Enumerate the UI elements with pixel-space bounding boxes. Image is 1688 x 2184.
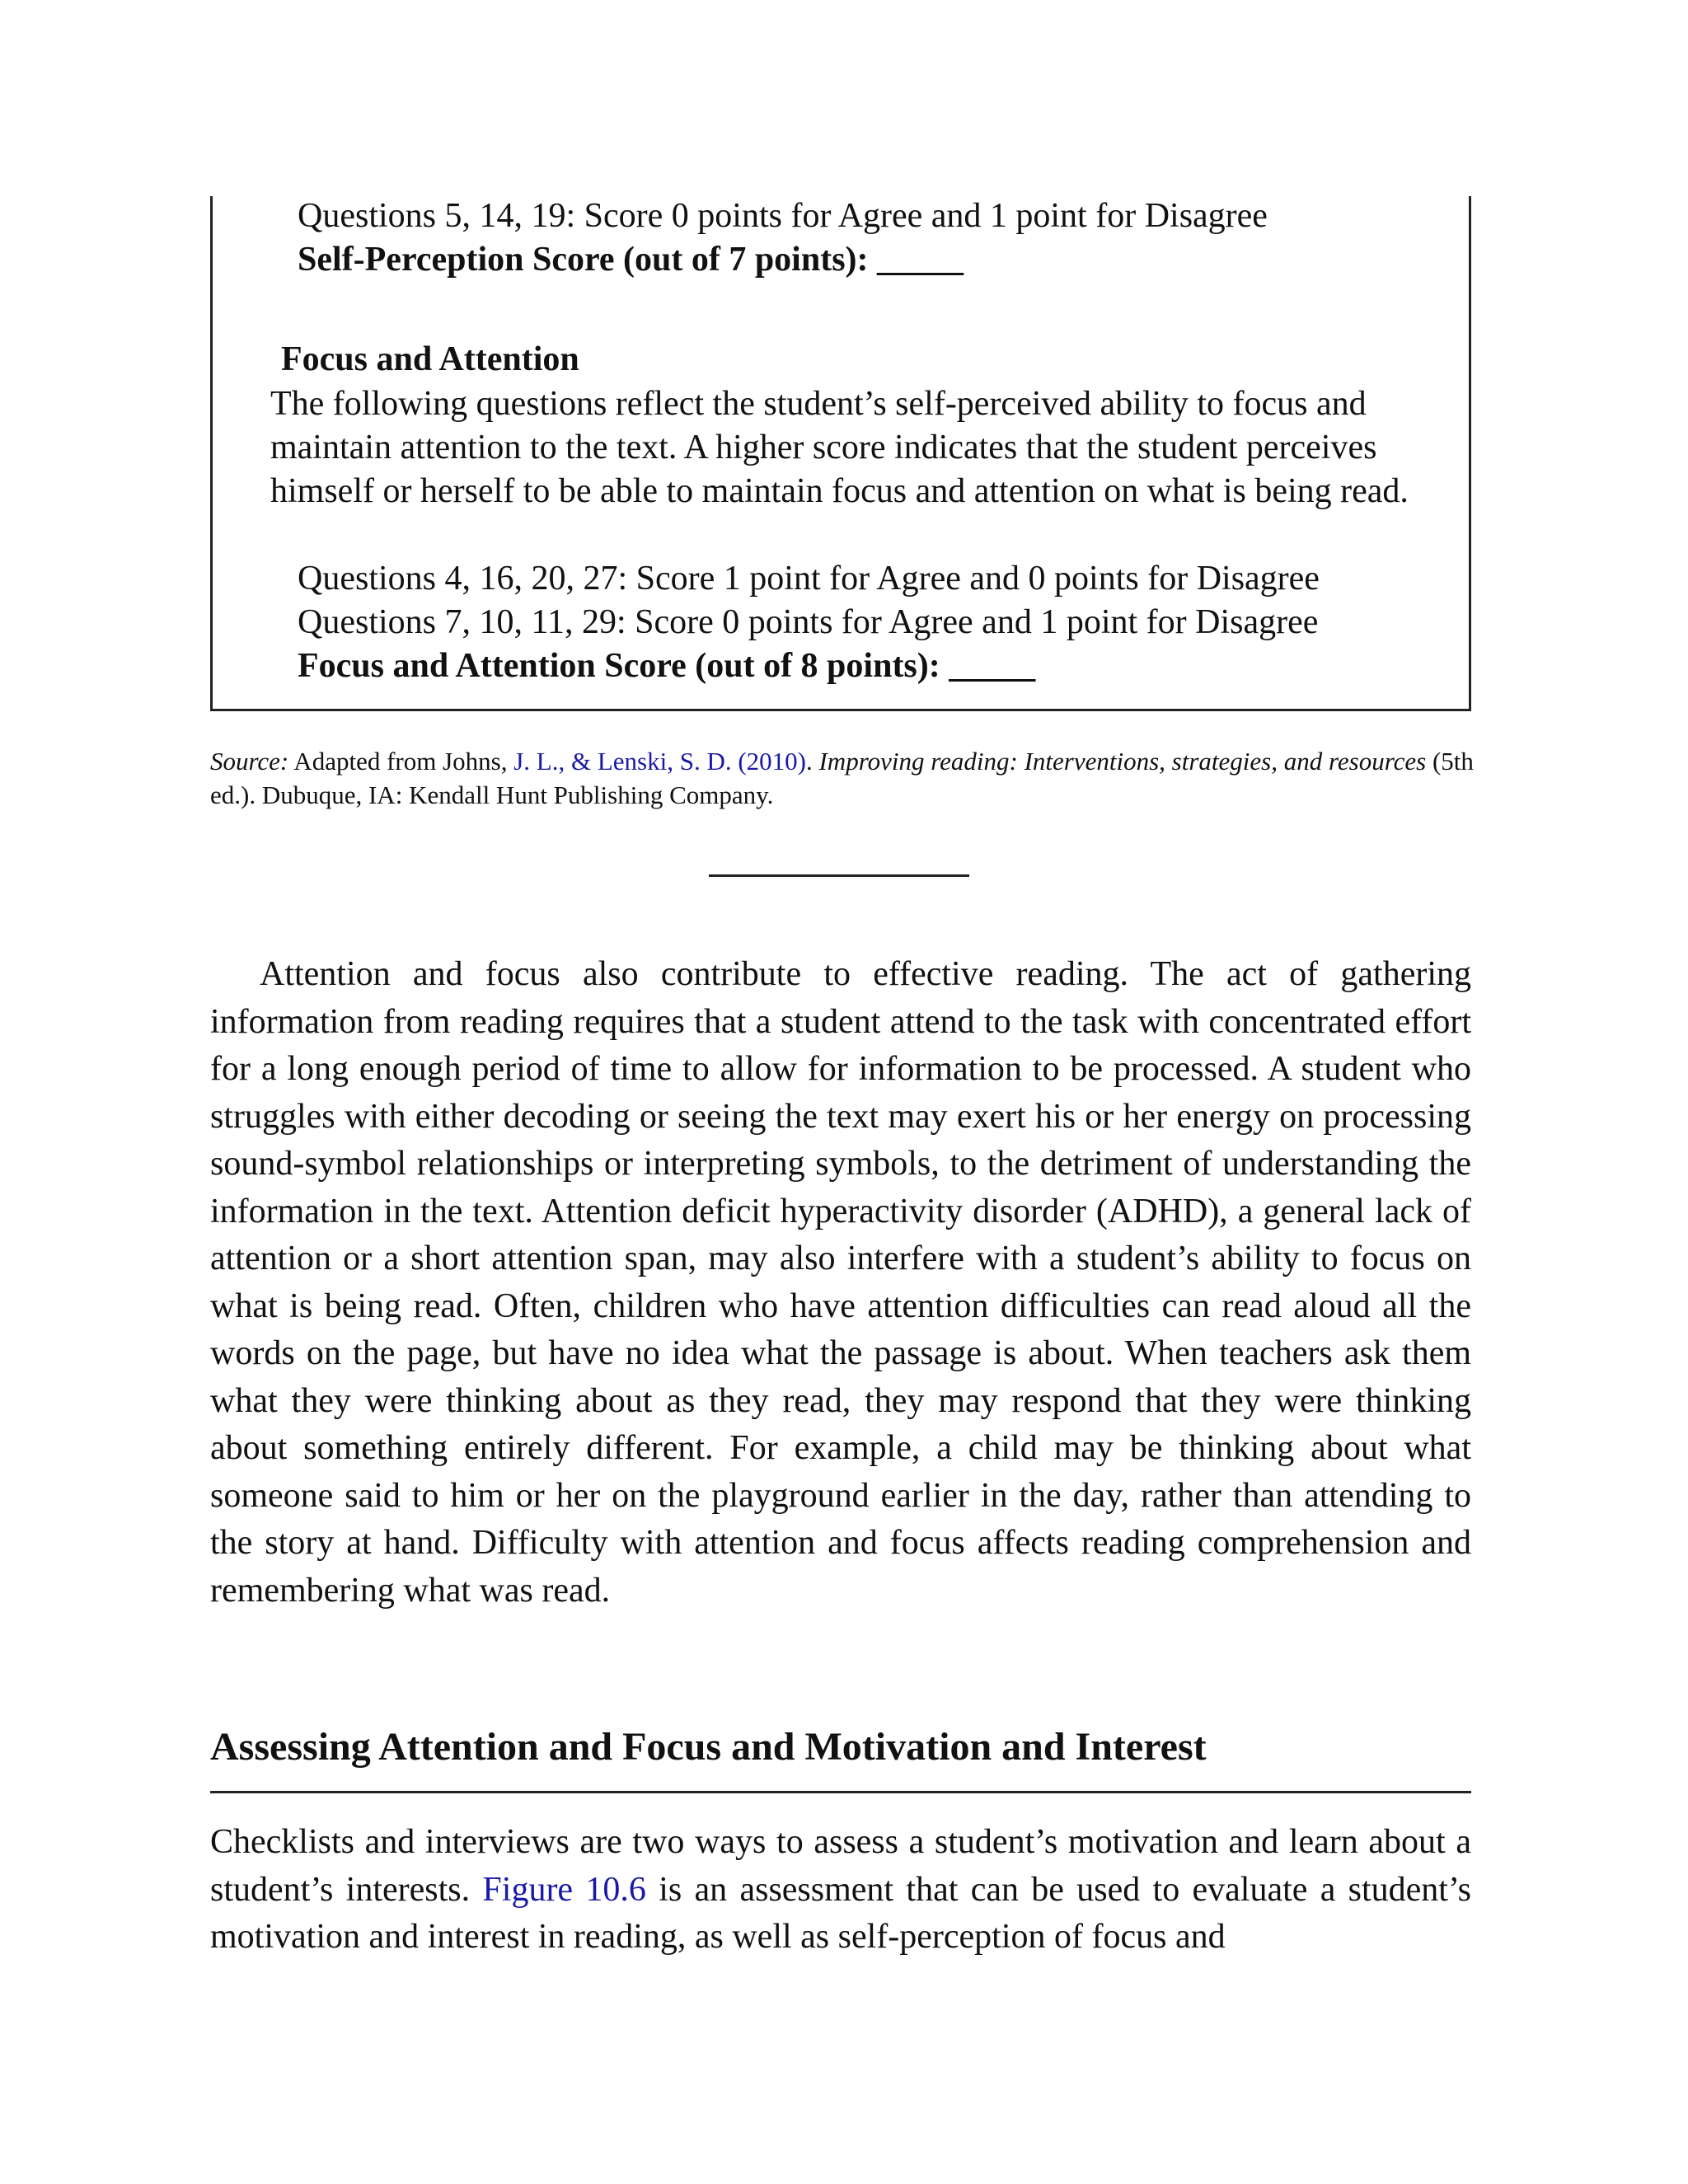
focus-attention-heading: Focus and Attention xyxy=(281,340,579,378)
paragraph-text-before-link: Checklists and interviews are two ways to assess a student’s motivation and learn about a student’s interests. xyxy=(210,1823,1471,1909)
source-book-title: Improving reading: Interventions, strategies, and resources xyxy=(818,747,1427,776)
figure-10-6-link[interactable]: Figure 10.6 xyxy=(482,1870,646,1909)
source-text-before-link: Adapted from Johns, xyxy=(288,747,514,776)
focus-attention-score-line: Focus and Attention Score (out of 8 points): _____ xyxy=(298,647,1036,685)
heading-rule xyxy=(210,1791,1471,1793)
source-citation xyxy=(210,744,1479,812)
self-perception-questions-line: Questions 5, 14, 19: Score 0 points for Agree and 1 point for Disagree xyxy=(298,197,1268,235)
focus-attention-description: The following questions reflect the student’s self-perceived ability to focus and maintain attention to the text. A higher score indicates that the student perceives himself or herself to be able to maintain focus and attention on what is being read. xyxy=(270,385,1409,510)
assessment-paragraph xyxy=(210,1819,1471,1961)
section-divider xyxy=(709,874,969,877)
citation-link[interactable]: J. L., & Lenski, S. D. (2010) xyxy=(513,747,806,776)
paragraph-text-after-link: is an assessment that can be used to evaluate a student’s motivation and interest in reading, as well as self-perception of focus and xyxy=(210,1870,1471,1956)
focus-questions-agree-line: Questions 4, 16, 20, 27: Score 1 point for Agree and 0 points for Disagree xyxy=(298,560,1320,598)
focus-questions-disagree-line: Questions 7, 10, 11, 29: Score 0 points for Agree and 1 point for Disagree xyxy=(298,603,1319,641)
scoring-guide-box xyxy=(210,196,1471,711)
source-label: Source: xyxy=(210,747,289,776)
section-heading: Assessing Attention and Focus and Motivation and Interest xyxy=(210,1725,1207,1769)
source-publisher: (5th ed.). Dubuque, IA: Kendall Hunt Publishing Company. xyxy=(210,747,1474,809)
self-perception-score-line: Self-Perception Score (out of 7 points): _____ xyxy=(298,241,964,279)
source-text-after-link: . xyxy=(805,747,819,776)
attention-focus-paragraph: Attention and focus also contribute to effective reading. The act of gathering information from reading requires that a student attend to the task with concentrated effort for a long enough period of time to allow for information to be processed. A student who struggles with either decoding or seeing the text may exert his or her energy on processing sound-symbol relationships or interpreting symbols, to the detriment of understanding the information in the text. Attention deficit hyperactivity disorder (ADHD), a general lack of attention or a short attention span, may also interfere with a student’s ability to focus on what is being read. Often, children who have attention difficulties can read aloud all the words on the page, but have no idea what the passage is about. When teachers ask them what they were thinking about as they read, they may respond that they were thinking about something entirely different. For example, a child may be thinking about what someone said to him or her on the playground earlier in the day, rather than attending to the story at hand. Difficulty with attention and focus affects reading comprehension and remembering what was read. xyxy=(210,955,1471,1610)
